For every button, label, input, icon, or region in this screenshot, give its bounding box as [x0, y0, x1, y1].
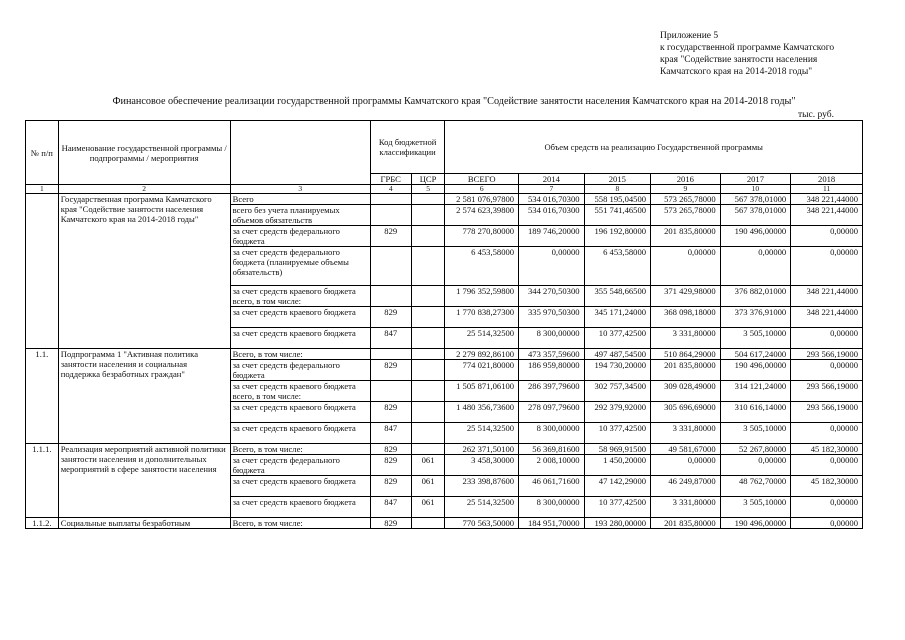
row-2014: 189 746,20000: [519, 226, 584, 247]
row-2015: 196 192,80000: [584, 226, 651, 247]
row-total: 1 770 838,27300: [445, 307, 519, 328]
row-source: за счет средств федерального бюджета: [230, 455, 370, 476]
row-2017: 314 121,24000: [720, 381, 791, 402]
row-2015: 47 142,29000: [584, 476, 651, 497]
row-grbs: [370, 205, 411, 226]
row-total: 1 796 352,59800: [445, 286, 519, 307]
row-grbs: 829: [370, 518, 411, 529]
row-2014: 335 970,50300: [519, 307, 584, 328]
row-total: 25 514,32500: [445, 497, 519, 518]
row-2016: 510 864,29000: [651, 349, 721, 360]
col-index: 9: [651, 185, 721, 194]
header-source: [230, 121, 370, 185]
row-2016: 309 028,49000: [651, 381, 721, 402]
row-csr: [411, 381, 445, 402]
row-source: за счет средств федерального бюджета: [230, 226, 370, 247]
row-name: Государственная программа Камчатского края "Содействие занятости населения Камчатского края на 2014-2018 годы": [58, 194, 230, 349]
row-name: Реализация мероприятий активной политики занятости населения и дополнительных мероприятий в сфере занятости населения: [58, 444, 230, 518]
row-grbs: [370, 349, 411, 360]
row-csr: [411, 307, 445, 328]
row-2015: 302 757,34500: [584, 381, 651, 402]
row-2018: 0,00000: [791, 226, 863, 247]
row-csr: 061: [411, 476, 445, 497]
col-index: 6: [445, 185, 519, 194]
row-csr: [411, 518, 445, 529]
document-title: Финансовое обеспечение реализации государственной программы Камчатского края "Содействие занятости населения Камчатского края на 2014-2018 годы": [112, 96, 796, 107]
row-csr: [411, 328, 445, 349]
row-2015: 1 450,20000: [584, 455, 651, 476]
row-2016: 0,00000: [651, 455, 721, 476]
header-grbs: ГРБС: [370, 174, 411, 185]
row-total: 1 480 356,73600: [445, 402, 519, 423]
row-2015: 58 969,91500: [584, 444, 651, 455]
row-2016: 46 249,87000: [651, 476, 721, 497]
table-row: [26, 444, 863, 455]
row-num: 1.1.: [26, 349, 59, 444]
row-total: 3 458,30000: [445, 455, 519, 476]
row-2015: 194 730,20000: [584, 360, 651, 381]
row-2017: 567 378,01000: [720, 194, 791, 205]
row-2018: 293 566,19000: [791, 349, 863, 360]
header-volume: Объем средств на реализацию Государственной программы: [445, 121, 863, 174]
row-2018: 348 221,44000: [791, 205, 863, 226]
row-grbs: [370, 286, 411, 307]
row-2016: 573 265,78000: [651, 205, 721, 226]
row-total: 1 505 871,06100: [445, 381, 519, 402]
header-code: Код бюджетной классификации: [370, 121, 445, 174]
appendix-line: Приложение 5: [660, 31, 719, 41]
row-2018: 348 221,44000: [791, 194, 863, 205]
row-2018: 0,00000: [791, 328, 863, 349]
header-name: Наименование государственной программы / подпрограммы / мероприятия: [58, 121, 230, 185]
row-total: 25 514,32500: [445, 328, 519, 349]
row-total: 770 563,50000: [445, 518, 519, 529]
table-row: [26, 194, 863, 205]
row-2017: 190 496,00000: [720, 360, 791, 381]
row-csr: [411, 402, 445, 423]
row-2015: 292 379,92000: [584, 402, 651, 423]
row-total: 25 514,32500: [445, 423, 519, 444]
row-2014: 0,00000: [519, 247, 584, 286]
row-source: Всего, в том числе:: [230, 349, 370, 360]
row-2016: 49 581,67000: [651, 444, 721, 455]
row-csr: [411, 205, 445, 226]
row-grbs: [370, 194, 411, 205]
row-2014: 8 300,00000: [519, 423, 584, 444]
row-num: 1.1.2.: [26, 518, 59, 529]
row-2015: 10 377,42500: [584, 423, 651, 444]
header-total: ВСЕГО: [445, 174, 519, 185]
row-grbs: [370, 381, 411, 402]
row-2015: 10 377,42500: [584, 497, 651, 518]
row-grbs: 829: [370, 360, 411, 381]
row-source: за счет средств краевого бюджета: [230, 476, 370, 497]
row-source: за счет средств краевого бюджета: [230, 402, 370, 423]
row-total: 2 279 892,86100: [445, 349, 519, 360]
row-source: за счет средств краевого бюджета всего, в том числе:: [230, 286, 370, 307]
row-grbs: 829: [370, 455, 411, 476]
header-csr: ЦСР: [411, 174, 445, 185]
row-total: 774 021,80000: [445, 360, 519, 381]
row-2018: 0,00000: [791, 497, 863, 518]
row-2017: 567 378,01000: [720, 205, 791, 226]
row-csr: 061: [411, 497, 445, 518]
row-2018: 348 221,44000: [791, 307, 863, 328]
row-2016: 371 429,98000: [651, 286, 721, 307]
row-2015: 551 741,46500: [584, 205, 651, 226]
table-row: [26, 518, 863, 529]
row-2014: 278 097,79600: [519, 402, 584, 423]
row-csr: [411, 349, 445, 360]
row-2018: 0,00000: [791, 518, 863, 529]
row-2016: 3 331,80000: [651, 423, 721, 444]
col-index: 1: [26, 185, 59, 194]
appendix-line: к государственной программе Камчатского: [660, 43, 835, 53]
row-2016: 305 696,69000: [651, 402, 721, 423]
col-index: 2: [58, 185, 230, 194]
row-2018: 0,00000: [791, 423, 863, 444]
row-2014: 186 959,80000: [519, 360, 584, 381]
header-2014: 2014: [519, 174, 584, 185]
row-2015: 345 171,24000: [584, 307, 651, 328]
row-2014: 56 369,81600: [519, 444, 584, 455]
row-source: Всего: [230, 194, 370, 205]
row-2017: 190 496,00000: [720, 518, 791, 529]
row-total: 2 581 076,97800: [445, 194, 519, 205]
row-2015: 10 377,42500: [584, 328, 651, 349]
appendix-line: края "Содействие занятости населения: [660, 55, 818, 65]
row-grbs: 829: [370, 226, 411, 247]
row-2018: 0,00000: [791, 360, 863, 381]
row-source: за счет средств краевого бюджета: [230, 307, 370, 328]
row-source: за счет средств краевого бюджета всего, в том числе:: [230, 381, 370, 402]
row-2016: 573 265,78000: [651, 194, 721, 205]
row-2017: 3 505,10000: [720, 328, 791, 349]
row-total: 778 270,80000: [445, 226, 519, 247]
row-csr: [411, 194, 445, 205]
row-grbs: 847: [370, 423, 411, 444]
col-index: 8: [584, 185, 651, 194]
row-2017: 48 762,70000: [720, 476, 791, 497]
row-total: 233 398,87600: [445, 476, 519, 497]
row-source: за счет средств краевого бюджета: [230, 328, 370, 349]
row-csr: [411, 286, 445, 307]
table-row: [26, 349, 863, 360]
row-2017: 373 376,91000: [720, 307, 791, 328]
col-index: 7: [519, 185, 584, 194]
col-index: 11: [791, 185, 863, 194]
row-2014: 534 016,70300: [519, 194, 584, 205]
row-grbs: [370, 247, 411, 286]
row-csr: [411, 226, 445, 247]
header-num: № п/п: [26, 121, 59, 185]
row-2018: 0,00000: [791, 247, 863, 286]
row-2014: 46 061,71600: [519, 476, 584, 497]
row-2017: 310 616,14000: [720, 402, 791, 423]
col-index: 10: [720, 185, 791, 194]
header-2017: 2017: [720, 174, 791, 185]
row-2014: 286 397,79600: [519, 381, 584, 402]
row-2017: 3 505,10000: [720, 497, 791, 518]
appendix-note: [660, 30, 900, 78]
row-grbs: 829: [370, 307, 411, 328]
row-2014: 2 008,10000: [519, 455, 584, 476]
row-name: Социальные выплаты безработным: [58, 518, 230, 529]
row-2018: 348 221,44000: [791, 286, 863, 307]
row-2014: 473 357,59600: [519, 349, 584, 360]
row-2014: 344 270,50300: [519, 286, 584, 307]
appendix-line: Камчатского края на 2014-2018 годы": [660, 67, 813, 77]
row-source: за счет средств федерального бюджета (планируемые объемы обязательств): [230, 247, 370, 286]
row-csr: 061: [411, 455, 445, 476]
row-num: 1.1.1.: [26, 444, 59, 518]
row-grbs: 847: [370, 497, 411, 518]
row-2018: 45 182,30000: [791, 444, 863, 455]
financing-table: [25, 120, 863, 529]
row-2015: 355 548,66500: [584, 286, 651, 307]
row-source: Всего, в том числе:: [230, 518, 370, 529]
row-source: за счет средств федерального бюджета: [230, 360, 370, 381]
row-name: Подпрограмма 1 "Активная политика занятости населения и социальная поддержка безработных граждан": [58, 349, 230, 444]
row-2014: 8 300,00000: [519, 497, 584, 518]
units-label: тыс. руб.: [798, 110, 834, 120]
row-2016: 0,00000: [651, 247, 721, 286]
row-2015: 6 453,58000: [584, 247, 651, 286]
header-2018: 2018: [791, 174, 863, 185]
row-csr: [411, 444, 445, 455]
row-2017: 3 505,10000: [720, 423, 791, 444]
row-grbs: 829: [370, 444, 411, 455]
row-grbs: 847: [370, 328, 411, 349]
row-total: 2 574 623,39800: [445, 205, 519, 226]
row-2016: 3 331,80000: [651, 497, 721, 518]
row-2017: 376 882,01000: [720, 286, 791, 307]
row-total: 262 371,50100: [445, 444, 519, 455]
row-2015: 497 487,54500: [584, 349, 651, 360]
row-2014: 534 016,70300: [519, 205, 584, 226]
row-grbs: 829: [370, 402, 411, 423]
row-2017: 504 617,24000: [720, 349, 791, 360]
row-2014: 8 300,00000: [519, 328, 584, 349]
row-2017: 0,00000: [720, 455, 791, 476]
row-2018: 293 566,19000: [791, 402, 863, 423]
row-2017: 0,00000: [720, 247, 791, 286]
col-index: 3: [230, 185, 370, 194]
row-2017: 190 496,00000: [720, 226, 791, 247]
row-source: за счет средств краевого бюджета: [230, 423, 370, 444]
row-num: [26, 194, 59, 349]
header-2015: 2015: [584, 174, 651, 185]
row-csr: [411, 360, 445, 381]
row-2016: 368 098,18000: [651, 307, 721, 328]
row-2017: 52 267,80000: [720, 444, 791, 455]
row-csr: [411, 247, 445, 286]
row-2018: 45 182,30000: [791, 476, 863, 497]
col-index: 5: [411, 185, 445, 194]
row-source: всего без учета планируемых объемов обязательств: [230, 205, 370, 226]
row-grbs: 829: [370, 476, 411, 497]
row-2018: 293 566,19000: [791, 381, 863, 402]
row-csr: [411, 423, 445, 444]
row-2018: 0,00000: [791, 455, 863, 476]
row-total: 6 453,58000: [445, 247, 519, 286]
row-2016: 3 331,80000: [651, 328, 721, 349]
col-index: 4: [370, 185, 411, 194]
row-2015: 193 280,00000: [584, 518, 651, 529]
row-source: Всего, в том числе:: [230, 444, 370, 455]
row-2014: 184 951,70000: [519, 518, 584, 529]
header-2016: 2016: [651, 174, 721, 185]
row-2016: 201 835,80000: [651, 226, 721, 247]
row-2015: 558 195,04500: [584, 194, 651, 205]
row-2016: 201 835,80000: [651, 518, 721, 529]
row-2016: 201 835,80000: [651, 360, 721, 381]
row-source: за счет средств краевого бюджета: [230, 497, 370, 518]
